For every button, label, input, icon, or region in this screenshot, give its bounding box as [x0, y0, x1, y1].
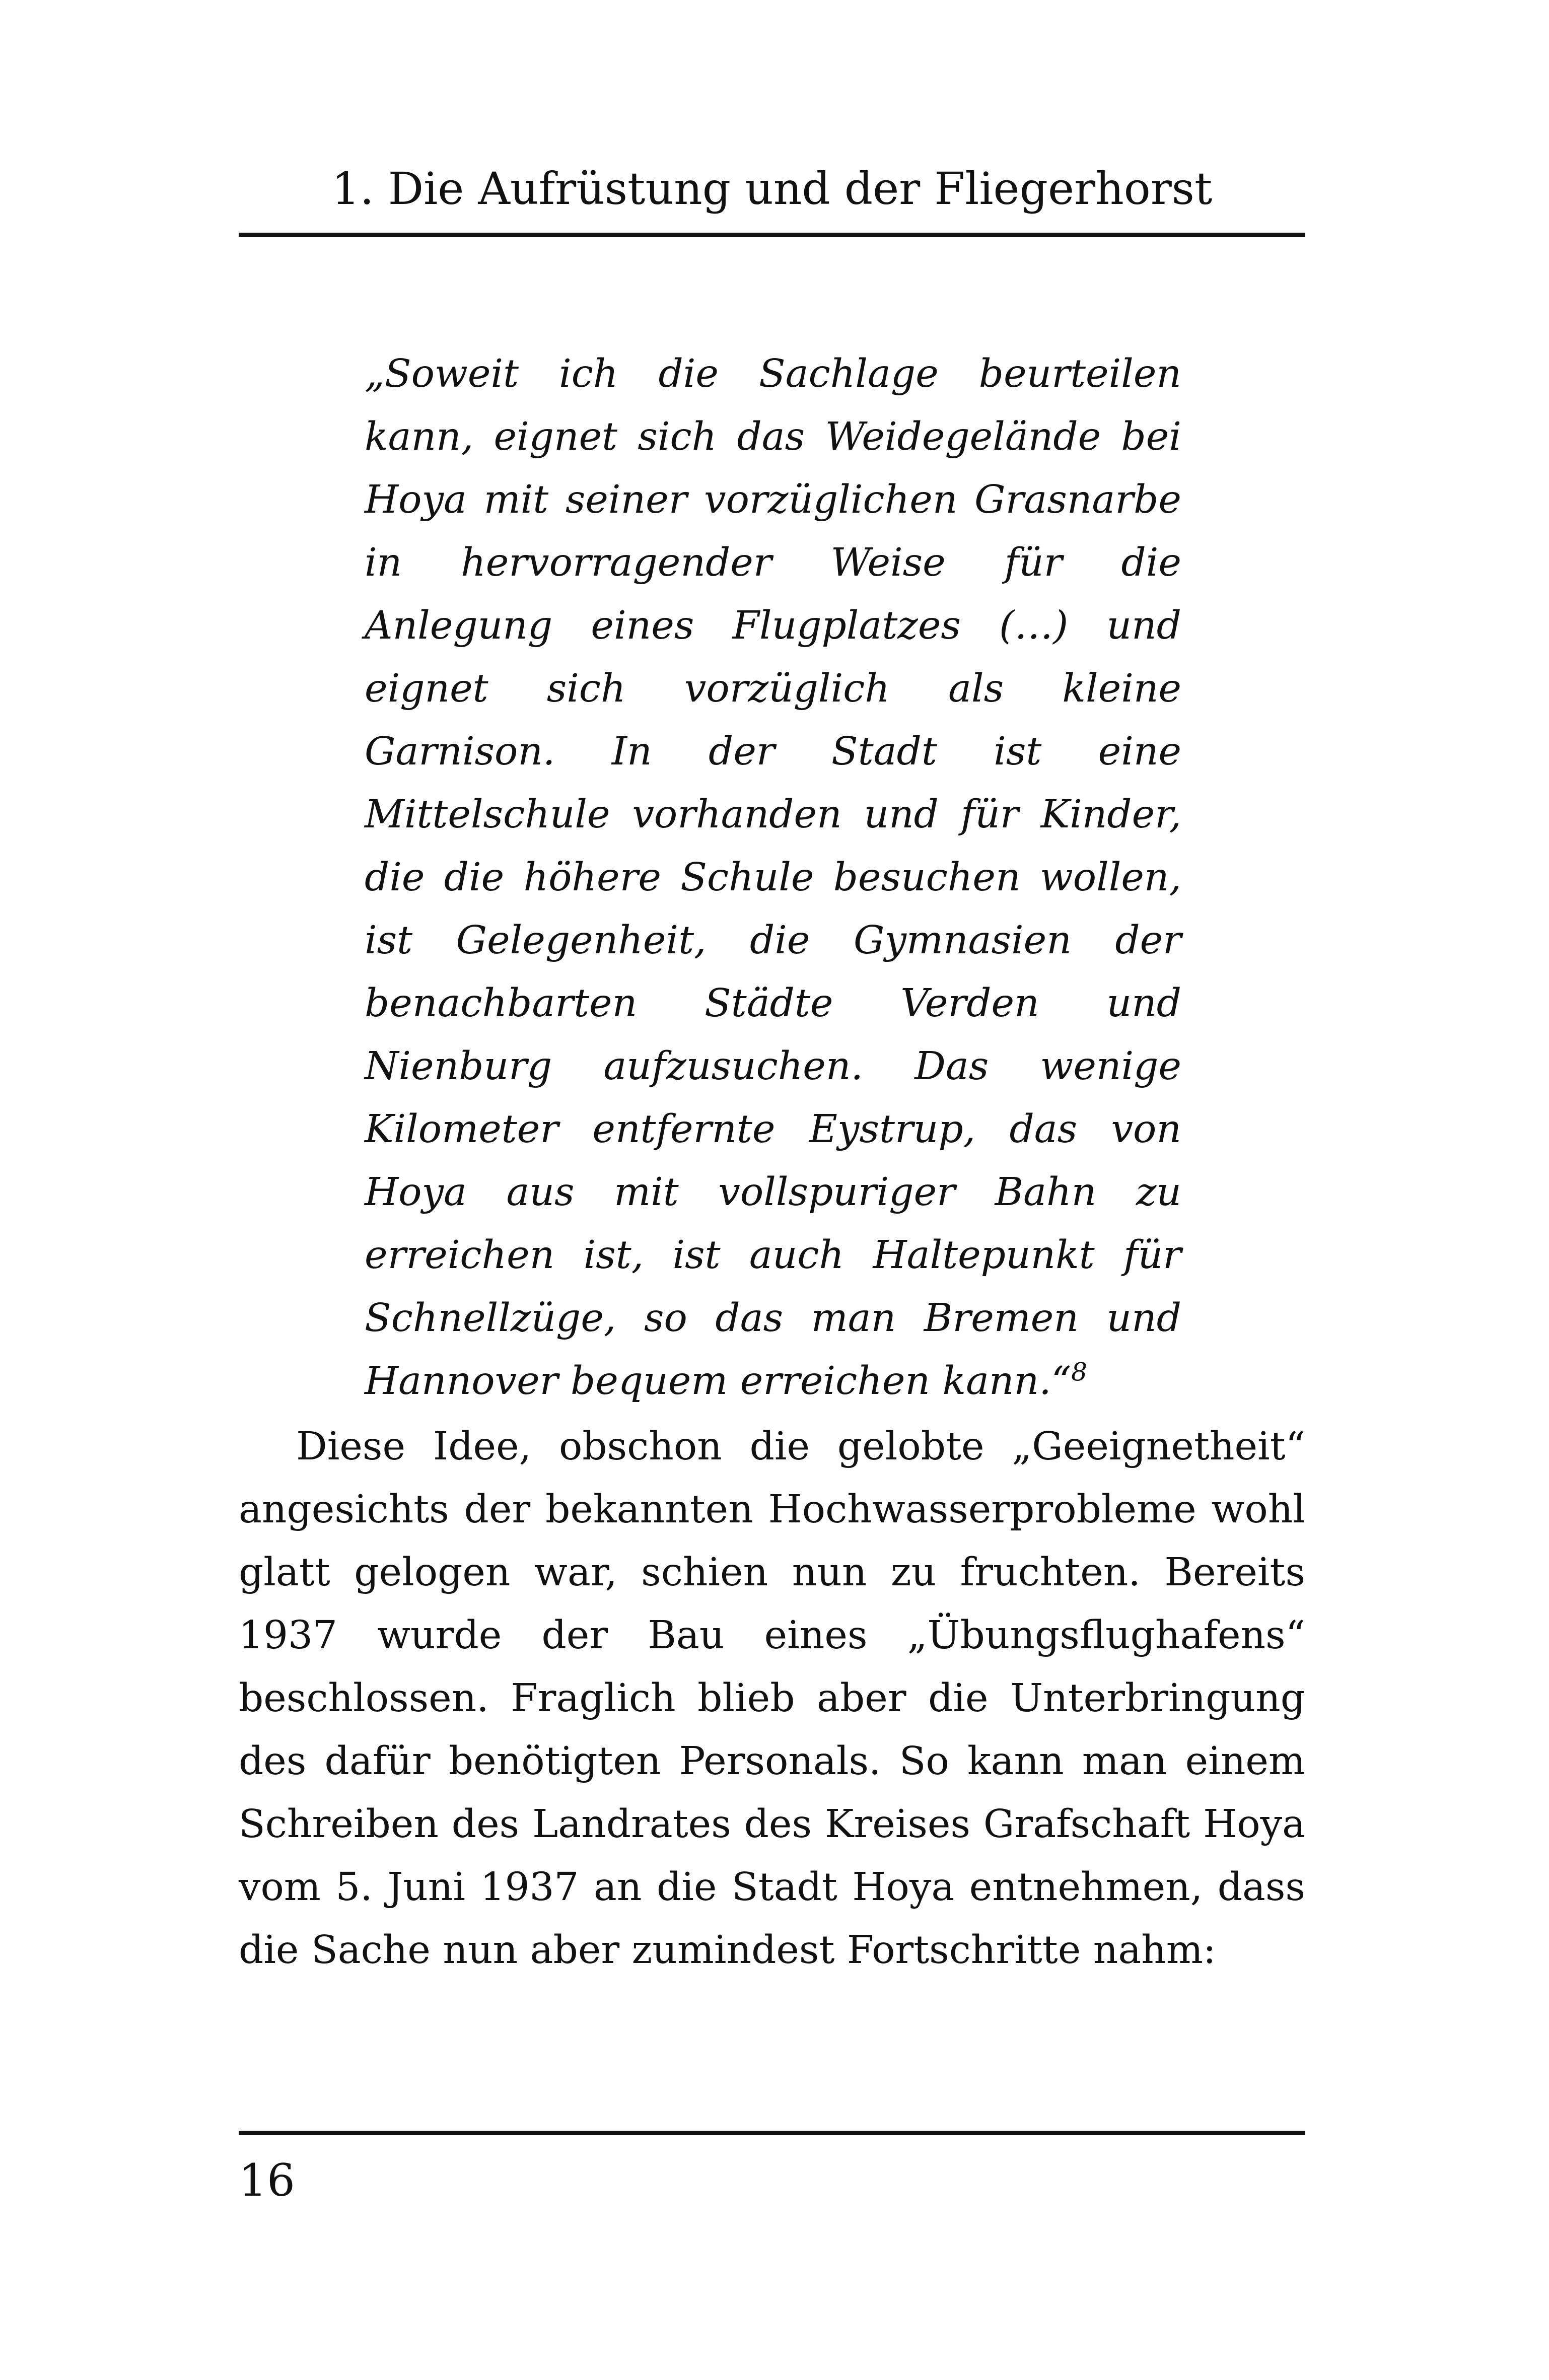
quote-text: „Soweit ich die Sachlage beurteilen kann, eignet sich das Weidegelände bei Hoya mit seiner vorzüglichen Grasnarbe in hervorragender Weise für die Anlegung eines Flugplatzes (…) und eignet sich vorzüglich als kleine Garnison. In der Stadt ist eine Mittelschule vorhanden und für Kinder, die die höhere Schule besuchen wollen, ist Gelegenheit, die Gymnasien der benachbarten Städte Verden und Nienburg aufzusuchen. Das wenige Kilometer entfernte Eystrup, das von Hoya aus mit vollspuriger Bahn zu erreichen ist, ist auch Haltepunkt für Schnellzüge, so das man Bremen und Hannover bequem erreichen kann.“ [365, 352, 1181, 1404]
header-rule [239, 233, 1305, 237]
running-head: 1. Die Aufrüstung und der Fliegerhorst [331, 163, 1213, 215]
footnote-reference[interactable]: 8 [1071, 1357, 1087, 1387]
block-quote [365, 342, 1181, 1413]
footer-rule [239, 2131, 1305, 2135]
page-number: 16 [239, 2154, 295, 2206]
body-paragraph: Diese Idee, obschon die gelobte „Geeignetheit“ angesichts der bekannten Hochwasserprobleme wohl glatt gelogen war, schien nun zu fruchten. Bereits 1937 wurde der Bau eines „Übungsflughafens“ beschlossen. Fraglich blieb aber die Unterbringung des dafür benötigten Personals. So kann man einem Schreiben des Landrates des Kreises Grafschaft Hoya vom 5. Juni 1937 an die Stadt Hoya entnehmen, dass die Sache nun aber zumindest Fortschritte nahm: [239, 1424, 1305, 1973]
